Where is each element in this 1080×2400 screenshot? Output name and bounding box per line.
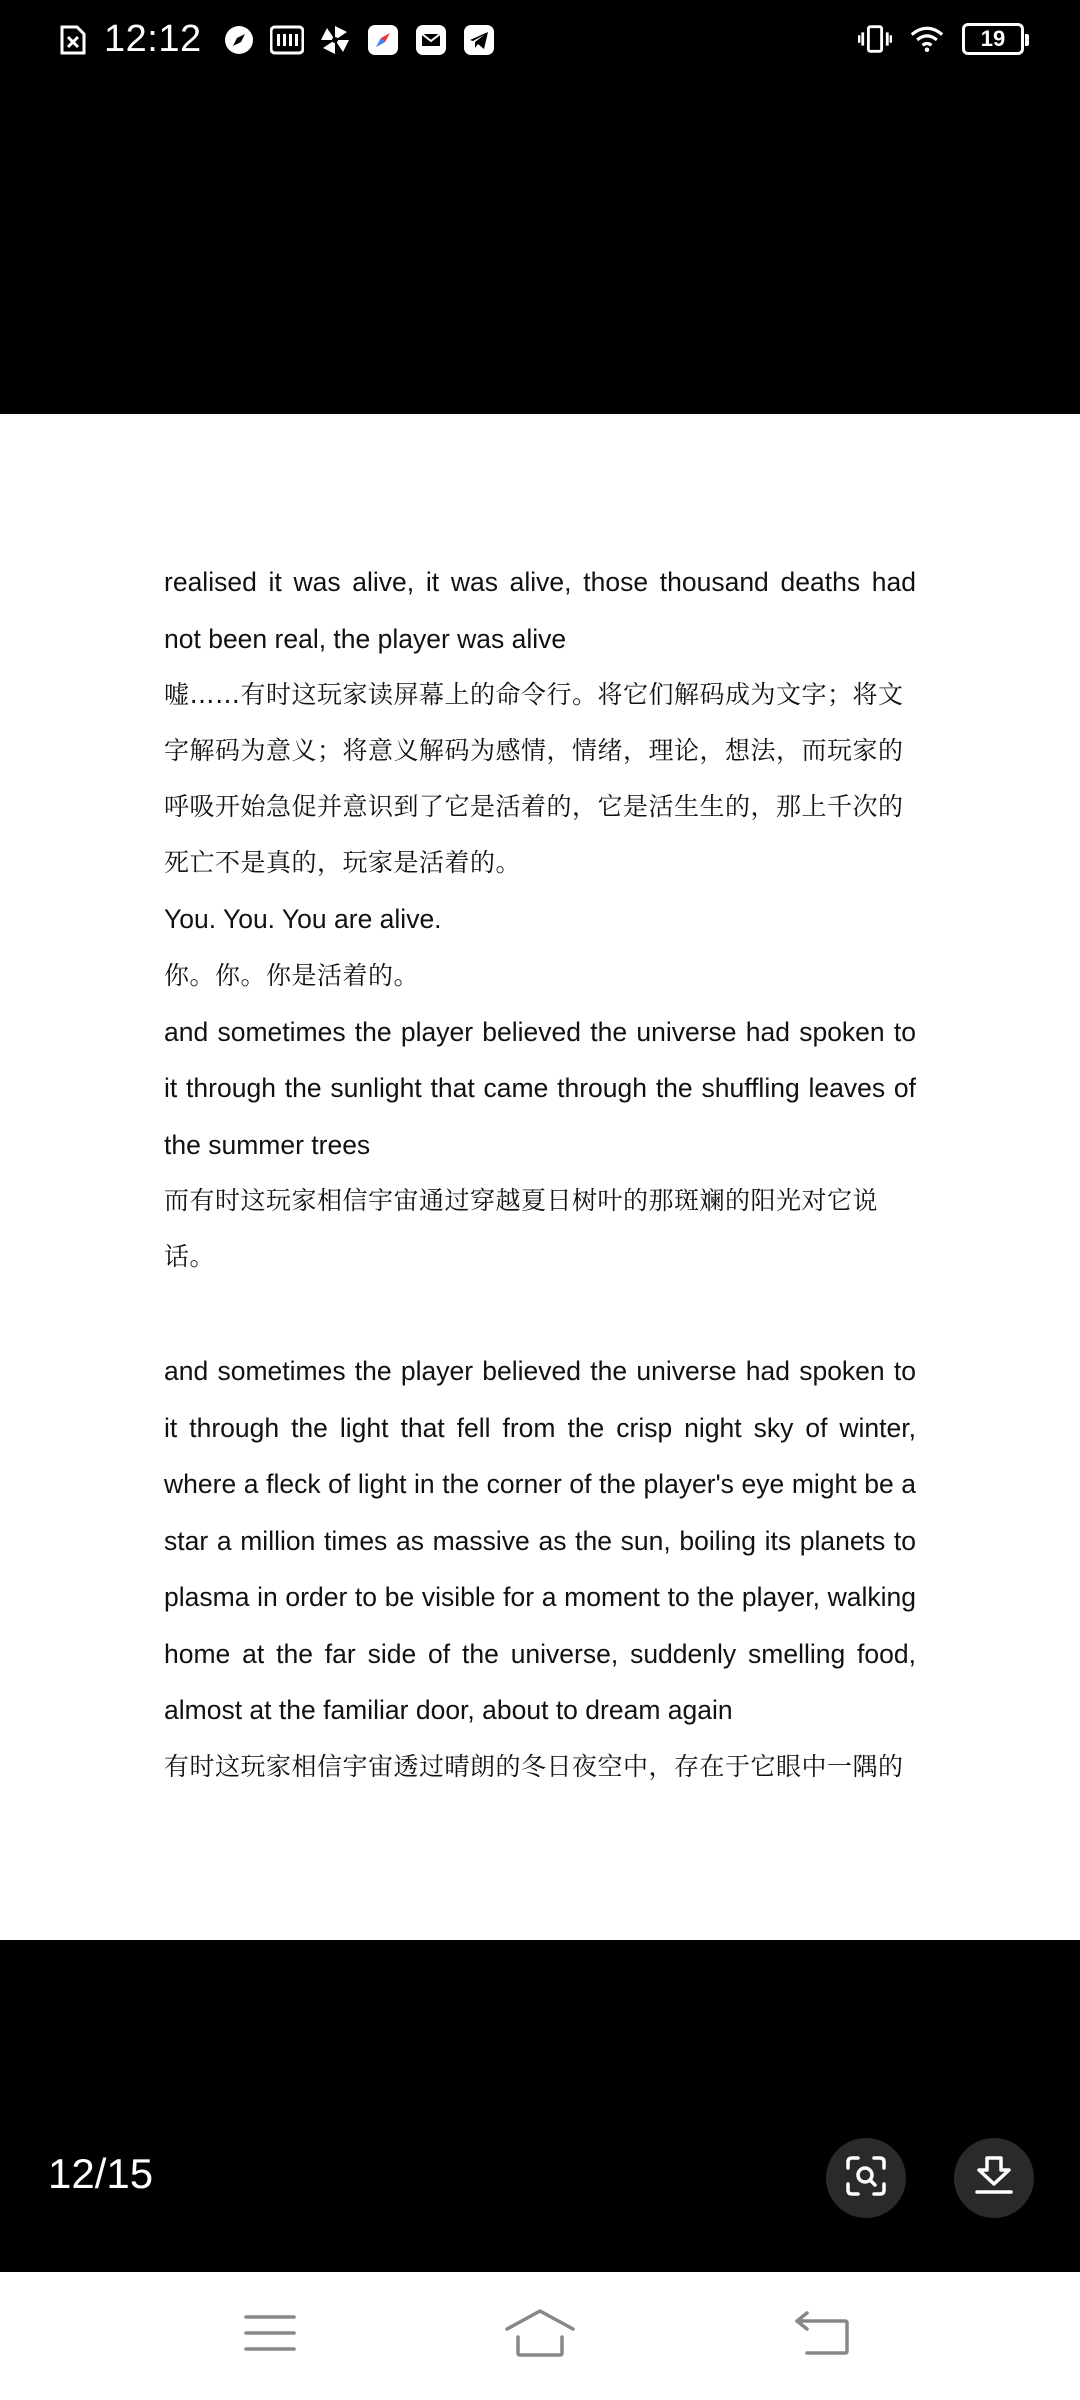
back-icon xyxy=(793,2309,851,2361)
paragraph-gap xyxy=(164,1285,916,1343)
viewer-controls xyxy=(0,2120,1080,2230)
chinese-paragraph: 而有时这玩家相信宇宙通过穿越夏日树叶的那斑斓的阳光对它说话。 xyxy=(164,1186,879,1271)
status-bar xyxy=(0,0,1080,84)
telegram-app-icon xyxy=(462,23,496,57)
mail-app-icon xyxy=(414,23,448,57)
english-paragraph: You. You. You are alive. xyxy=(164,904,442,934)
system-nav-bar xyxy=(0,2272,1080,2400)
chinese-paragraph: 嘘……有时这玩家读屏幕上的命令行。将它们解码成为文字；将文字解码为意义；将意义解码为感情，情绪，理论，想法，而玩家的呼吸开始急促并意识到了它是活着的，它是活生生的，那上千次的死亡不是真的，玩家是活着的。 xyxy=(164,680,904,877)
english-paragraph: and sometimes the player believed the universe had spoken to it through the sunlight that came through the shuffling leaves of the summer trees xyxy=(164,1016,916,1160)
wifi-icon xyxy=(910,22,944,56)
sim-off-icon xyxy=(56,23,90,57)
status-left xyxy=(56,18,496,61)
page-counter: 12/15 xyxy=(48,2150,154,2197)
compass-app-icon xyxy=(222,23,256,57)
chinese-paragraph: 有时这玩家相信宇宙透过晴朗的冬日夜空中，存在于它眼中一隅的 xyxy=(164,1751,904,1781)
english-paragraph: and sometimes the player believed the universe had spoken to it through the light that fell from the crisp night sky of winter, where a fleck of light in the corner of the player's eye might be a star a million times as massive as the sun, boiling its planets to plasma in order to be visible for a moment to the player, walking home at the far side of the universe, suddenly smelling food, almost at the familiar door, about to dream again xyxy=(164,1356,916,1725)
iqiyi-app-icon xyxy=(270,23,304,57)
menu-icon xyxy=(243,2311,297,2359)
download-icon xyxy=(972,2154,1016,2202)
vibrate-icon xyxy=(858,22,892,56)
download-button[interactable] xyxy=(954,2138,1034,2218)
back-button[interactable] xyxy=(782,2300,862,2370)
status-time: 12:12 xyxy=(104,18,202,60)
battery-icon xyxy=(962,23,1024,55)
chinese-paragraph: 你。你。你是活着的。 xyxy=(164,960,420,990)
home-icon xyxy=(504,2307,576,2363)
scan-button[interactable] xyxy=(826,2138,906,2218)
safari-app-icon xyxy=(366,23,400,57)
english-paragraph: realised it was alive, it was alive, those thousand deaths had not been real, the player was alive xyxy=(164,567,916,654)
status-right xyxy=(858,22,1024,56)
menu-button[interactable] xyxy=(230,2300,310,2370)
home-button[interactable] xyxy=(500,2300,580,2370)
pinwheel-app-icon xyxy=(318,23,352,57)
scan-icon xyxy=(844,2154,888,2202)
document-page[interactable] xyxy=(0,414,1080,1940)
battery-level: 19 xyxy=(980,26,1006,51)
document-text xyxy=(164,554,916,1795)
